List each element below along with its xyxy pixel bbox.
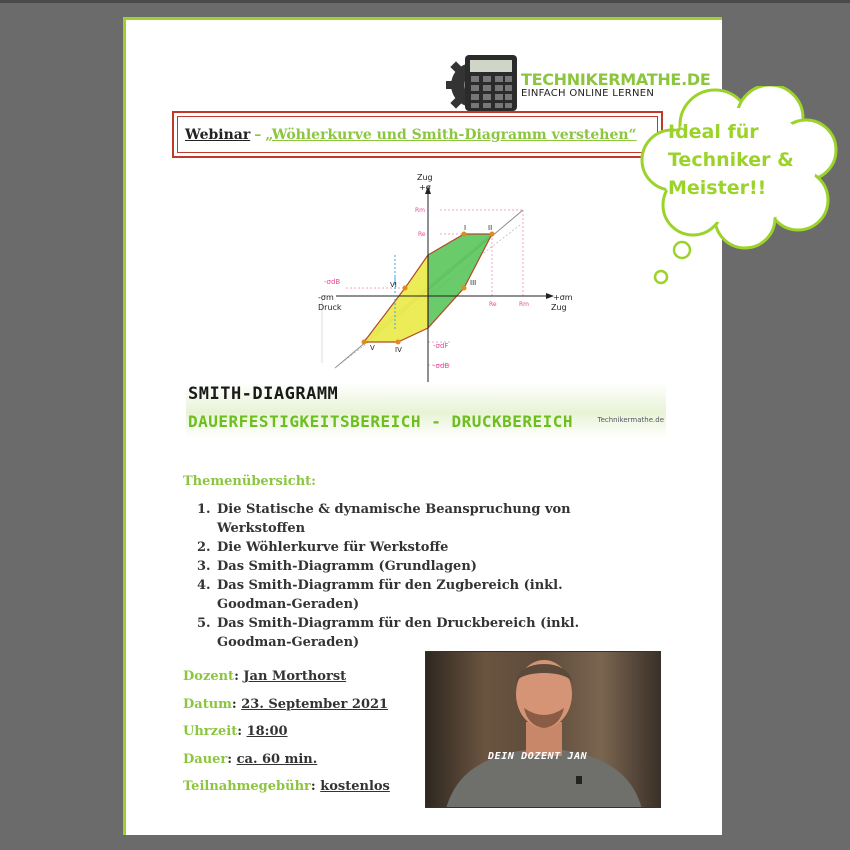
point-5-label: V	[370, 344, 375, 352]
gebuehr-row: Teilnahmegebühr: kostenlos	[183, 779, 390, 794]
sigma-db-bottom-label: -σdB	[433, 362, 450, 370]
axis-left-label: Druck	[318, 303, 342, 312]
list-item	[197, 538, 637, 557]
list-item-number: 1.	[197, 502, 211, 517]
list-item	[197, 576, 637, 614]
dozent-label: Dozent	[183, 669, 235, 684]
list-item-text: Die Wöhlerkurve für Werkstoffe	[217, 540, 449, 555]
uhrzeit-value: 18:00	[246, 724, 288, 739]
re-top-label: Re	[418, 231, 426, 238]
list-item-number: 3.	[197, 559, 211, 574]
axis-right-label: Zug	[551, 303, 567, 312]
rm-top-label: Rm	[415, 207, 426, 214]
sigma-df-label: -σdF	[433, 342, 449, 350]
datum-value: 23. September 2021	[241, 697, 389, 712]
dozent-row: Dozent: Jan Morthorst	[183, 669, 347, 684]
webinar-label: Webinar	[185, 126, 251, 143]
list-item-text: Das Smith-Diagramm (Grundlagen)	[217, 559, 477, 574]
logo-tagline: EINFACH ONLINE LERNEN	[521, 88, 655, 99]
point-3-label: III	[470, 279, 477, 287]
lecturer-photo	[425, 651, 661, 808]
datum-row: Datum: 23. September 2021	[183, 697, 389, 712]
gebuehr-value: kostenlos	[320, 779, 390, 794]
point-1-label: I	[464, 224, 467, 232]
list-item-text: Die Statische & dynamische Beanspruchung von Werkstoffen	[217, 502, 571, 536]
dauer-value: ca. 60 min.	[236, 752, 318, 767]
list-item-number: 4.	[197, 578, 211, 593]
cloud-line-1: Ideal für	[668, 121, 759, 143]
list-item-number: 5.	[197, 616, 211, 631]
gebuehr-label: Teilnahmegebühr	[183, 779, 311, 794]
list-item-number: 2.	[197, 540, 211, 555]
datum-label: Datum	[183, 697, 232, 712]
top-strip	[0, 0, 850, 3]
banner-watermark: Technikermathe.de	[597, 416, 664, 424]
uhrzeit-row: Uhrzeit: 18:00	[183, 724, 288, 739]
point-6-label: VI	[390, 281, 397, 289]
uhrzeit-label: Uhrzeit	[183, 724, 238, 739]
smith-diagram	[186, 170, 666, 406]
title-dash: –	[254, 126, 262, 143]
axis-left-symbol: -σm	[318, 293, 334, 302]
rm-right-label: Rm	[519, 301, 530, 308]
point-4-label: IV	[395, 346, 402, 354]
list-item	[197, 557, 637, 576]
list-item-text: Das Smith-Diagramm für den Druckbereich (inkl. Goodman-Geraden)	[217, 616, 580, 650]
diagram-banner	[186, 382, 666, 438]
banner-subtitle: DAUERFESTIGKEITSBEREICH - DRUCKBEREICH	[188, 412, 574, 431]
cloud-line-3: Meister!!	[668, 177, 767, 199]
list-item-text: Das Smith-Diagramm für den Zugbereich (inkl. Goodman-Geraden)	[217, 578, 563, 612]
list-item	[197, 500, 637, 538]
lecturer-figure-icon	[426, 652, 661, 808]
themes-heading: Themenübersicht:	[183, 474, 316, 489]
photo-caption: DEIN DOZENT JAN	[488, 751, 588, 762]
logo-brand-name: TECHNIKERMATHE.DE	[521, 70, 711, 89]
axis-right-symbol: +σm	[553, 293, 573, 302]
dauer-label: Dauer	[183, 752, 228, 767]
webinar-title-box	[172, 111, 663, 158]
webinar-title	[177, 116, 658, 153]
cloud-text	[668, 118, 828, 202]
webinar-topic-link[interactable]: „Wöhlerkurve und Smith-Diagramm verstehen“	[265, 126, 637, 143]
sigma-db-left-label: -σdB	[324, 278, 341, 286]
dauer-row: Dauer: ca. 60 min.	[183, 752, 318, 767]
topics-list	[197, 500, 637, 652]
axis-top-symbol: +σ	[419, 183, 431, 192]
point-2-label: II	[488, 224, 493, 232]
list-item	[197, 614, 637, 652]
cloud-line-2: Techniker &	[668, 149, 794, 171]
axis-top-label: Zug	[417, 173, 433, 182]
re-right-label: Re	[489, 301, 497, 308]
dozent-value: Jan Morthorst	[243, 669, 347, 684]
banner-title: SMITH-DIAGRAMM	[188, 384, 339, 404]
